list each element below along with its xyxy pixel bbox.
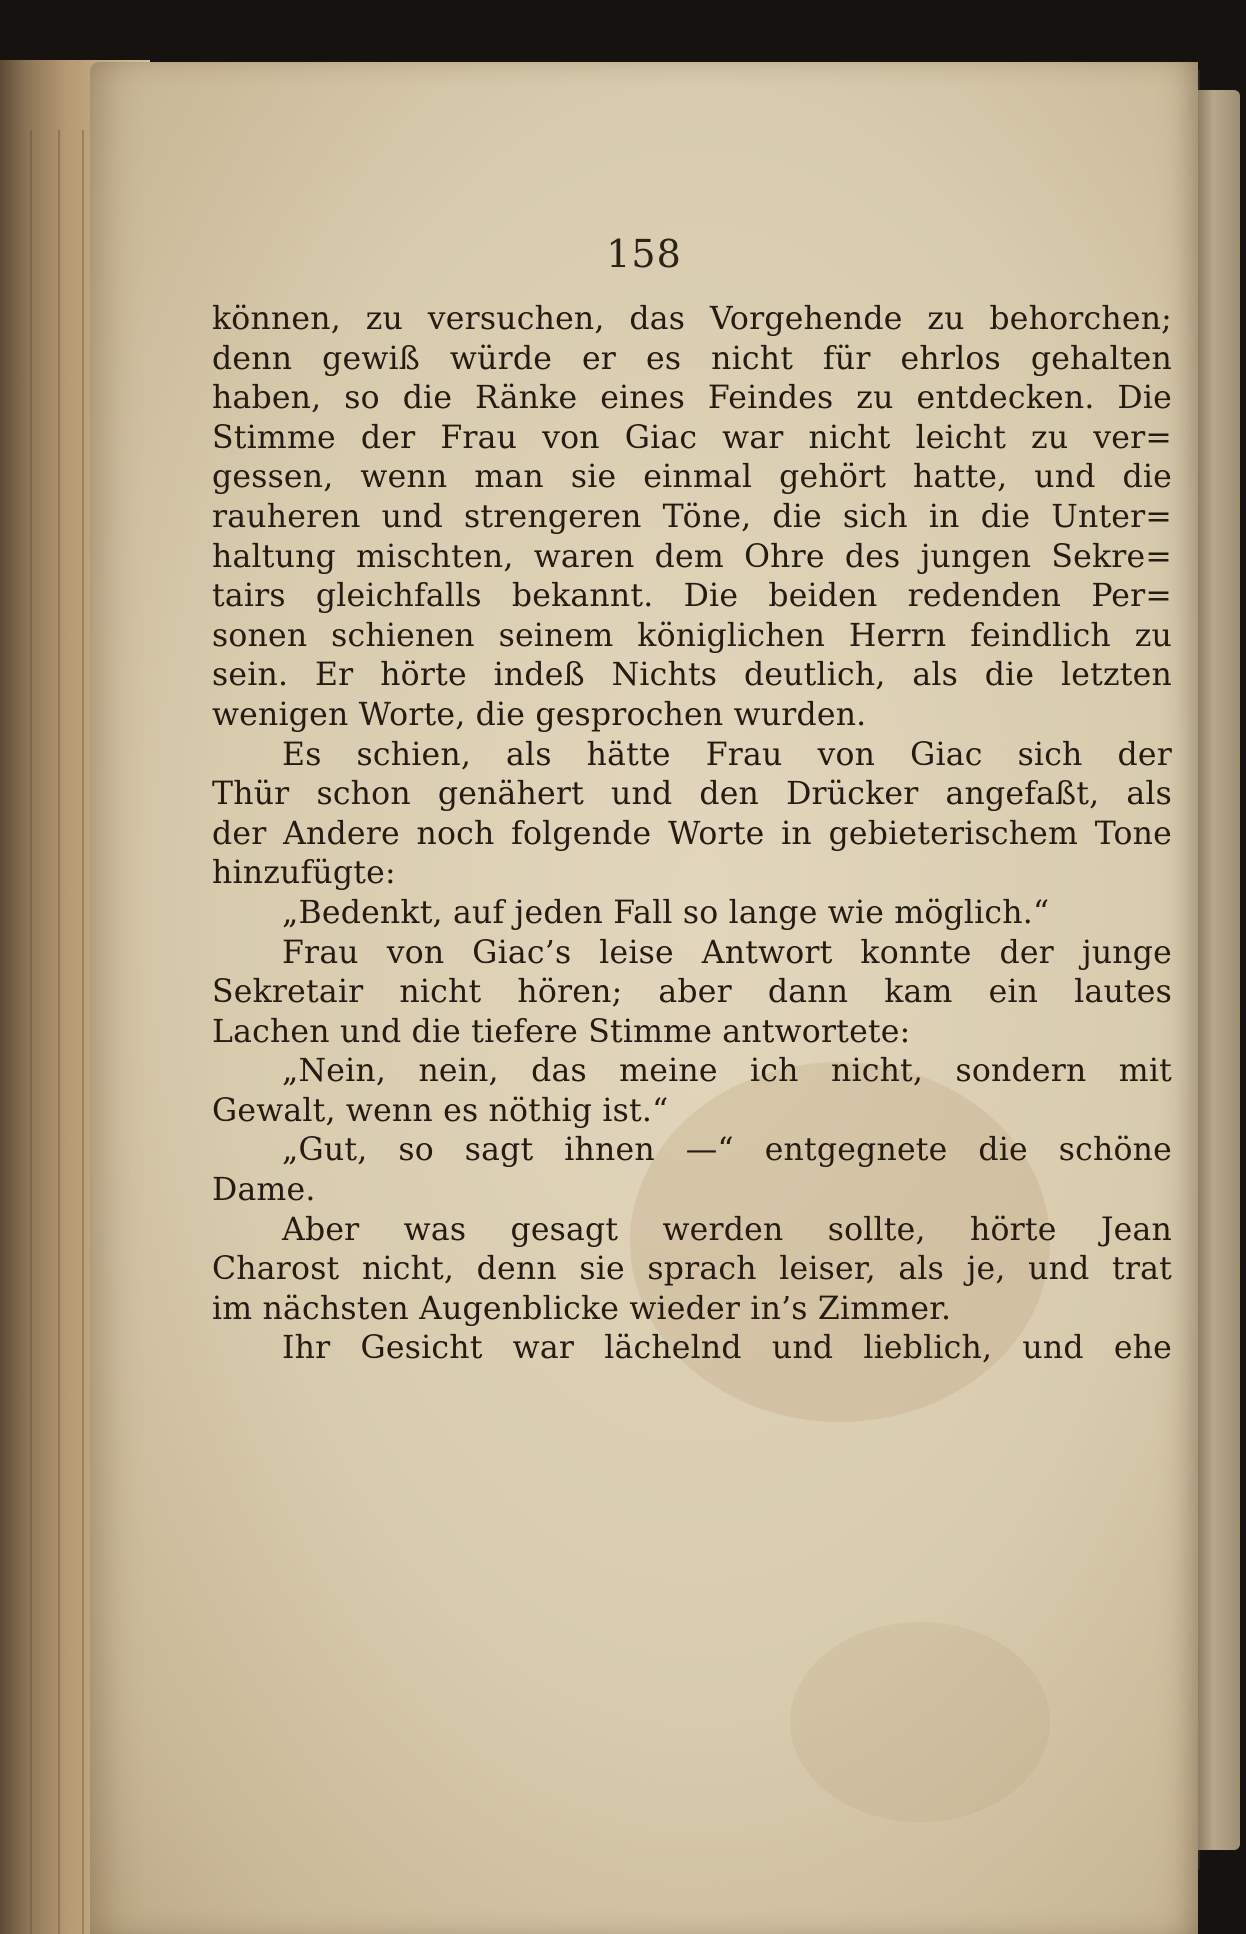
- text-line: Frau von Giac’s leise Antwort konnte der junge: [282, 934, 1172, 971]
- text-line: Stimme der Frau von Giac war nicht leicht zu ver=: [212, 419, 1172, 456]
- text-line: denn gewiß würde er es nicht für ehrlos gehalten: [212, 340, 1172, 377]
- text-line: „Gut, so sagt ihnen —“ entgegnete die schöne: [282, 1132, 1172, 1169]
- paper-stain: [790, 1622, 1050, 1822]
- text-line: wenigen Worte, die gesprochen wurden.: [212, 696, 867, 733]
- text-line: können, zu versuchen, das Vorgehende zu behorchen;: [212, 301, 1172, 337]
- text-line: sein. Er hörte indeß Nichts deutlich, als die letzten: [212, 657, 1172, 694]
- text-line: im nächsten Augenblicke wieder in’s Zimmer.: [212, 1290, 952, 1327]
- text-line: der Andere noch folgende Worte in gebieterischem Tone: [212, 815, 1172, 852]
- text-line: haltung mischten, waren dem Ohre des jungen Sekre=: [212, 538, 1172, 575]
- text-line: Lachen und die tiefere Stimme antwortete:: [212, 1013, 911, 1050]
- text-line: Aber was gesagt werden sollte, hörte Jean: [282, 1211, 1172, 1248]
- page-text: [212, 300, 1172, 1369]
- text-line: „Bedenkt, auf jeden Fall so lange wie möglich.“: [282, 894, 1050, 931]
- page-number: 158: [606, 232, 682, 276]
- page-edge-line: [58, 130, 60, 1934]
- text-line: „Nein, nein, das meine ich nicht, sondern mit: [282, 1053, 1172, 1090]
- text-line: Dame.: [212, 1172, 316, 1209]
- next-page-edge: [1196, 90, 1240, 1850]
- text-line: Sekretair nicht hören; aber dann kam ein lautes: [212, 974, 1172, 1011]
- text-line: Es schien, als hätte Frau von Giac sich der: [282, 736, 1172, 773]
- text-line: Charost nicht, denn sie sprach leiser, als je, und trat: [212, 1251, 1172, 1288]
- text-line: haben, so die Ränke eines Feindes zu entdecken. Die: [212, 380, 1172, 417]
- text-line: hinzufügte:: [212, 855, 396, 892]
- text-line: Gewalt, wenn es nöthig ist.“: [212, 1092, 669, 1129]
- text-line: rauheren und strengeren Töne, die sich in die Unter=: [212, 498, 1172, 535]
- text-line: Ihr Gesicht war lächelnd und lieblich, und ehe: [282, 1330, 1172, 1367]
- text-line: tairs gleichfalls bekannt. Die beiden redenden Per=: [212, 578, 1172, 615]
- text-line: sonen schienen seinem königlichen Herrn feindlich zu: [212, 617, 1172, 654]
- page-edge-line: [30, 130, 32, 1934]
- text-line: gessen, wenn man sie einmal gehört hatte, und die: [212, 459, 1172, 496]
- text-line: Thür schon genähert und den Drücker angefaßt, als: [212, 776, 1172, 813]
- page-edge-line: [82, 130, 84, 1934]
